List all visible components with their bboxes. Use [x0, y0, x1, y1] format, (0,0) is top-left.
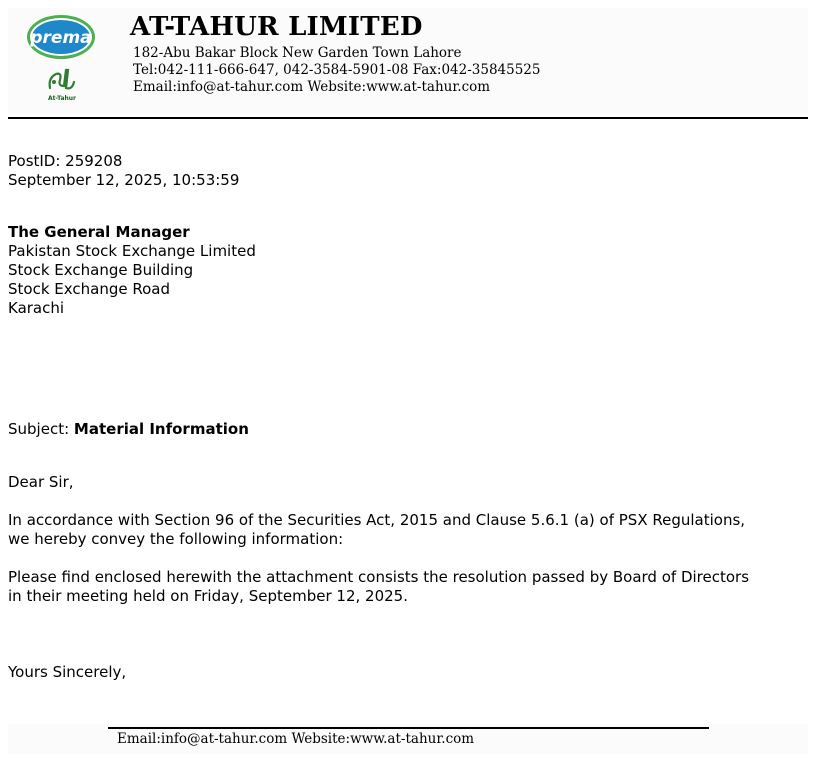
prema-logo-text: prema	[30, 28, 92, 48]
at-tahur-logo-caption: At-Tahur	[48, 95, 76, 102]
recipient-line2: Stock Exchange Building	[8, 261, 194, 279]
paragraph-1-line-2: we hereby convey the following information:	[8, 530, 344, 548]
post-id: PostID: 259208	[8, 152, 123, 170]
company-phone: Tel:042-111-666-647, 042-3584-5901-08 Fax:042-35845525	[133, 62, 541, 78]
paragraph-2-line-2: in their meeting held on Friday, September 12, 2025.	[8, 587, 408, 605]
letterhead	[8, 8, 808, 114]
header-divider	[8, 117, 808, 119]
footer-contact: Email:info@at-tahur.com Website:www.at-tahur.com	[117, 731, 475, 747]
footer-divider	[108, 727, 709, 729]
paragraph-2-line-1: Please find enclosed herewith the attachment consists the resolution passed by Board of Directors	[8, 568, 750, 586]
company-name: AT-TAHUR LIMITED	[130, 12, 423, 42]
prema-logo-icon	[26, 14, 96, 60]
company-address: 182-Abu Bakar Block New Garden Town Lahore	[133, 45, 462, 61]
paragraph-1-line-1: In accordance with Section 96 of the Securities Act, 2015 and Clause 5.6.1 (a) of PSX Regulations,	[8, 511, 746, 529]
recipient-city: Karachi	[8, 299, 65, 317]
company-contact: Email:info@at-tahur.com Website:www.at-tahur.com	[133, 79, 491, 95]
closing: Yours Sincerely,	[8, 663, 127, 681]
recipient-line3: Stock Exchange Road	[8, 280, 170, 298]
post-datetime: September 12, 2025, 10:53:59	[8, 171, 240, 189]
recipient-title: The General Manager	[8, 223, 190, 241]
subject-text: Material Information	[73, 420, 249, 438]
salutation: Dear Sir,	[8, 473, 74, 491]
at-tahur-logo-icon	[42, 66, 82, 102]
subject-label: Subject:	[8, 420, 70, 438]
recipient-line1: Pakistan Stock Exchange Limited	[8, 242, 256, 260]
subject-line	[8, 420, 249, 439]
